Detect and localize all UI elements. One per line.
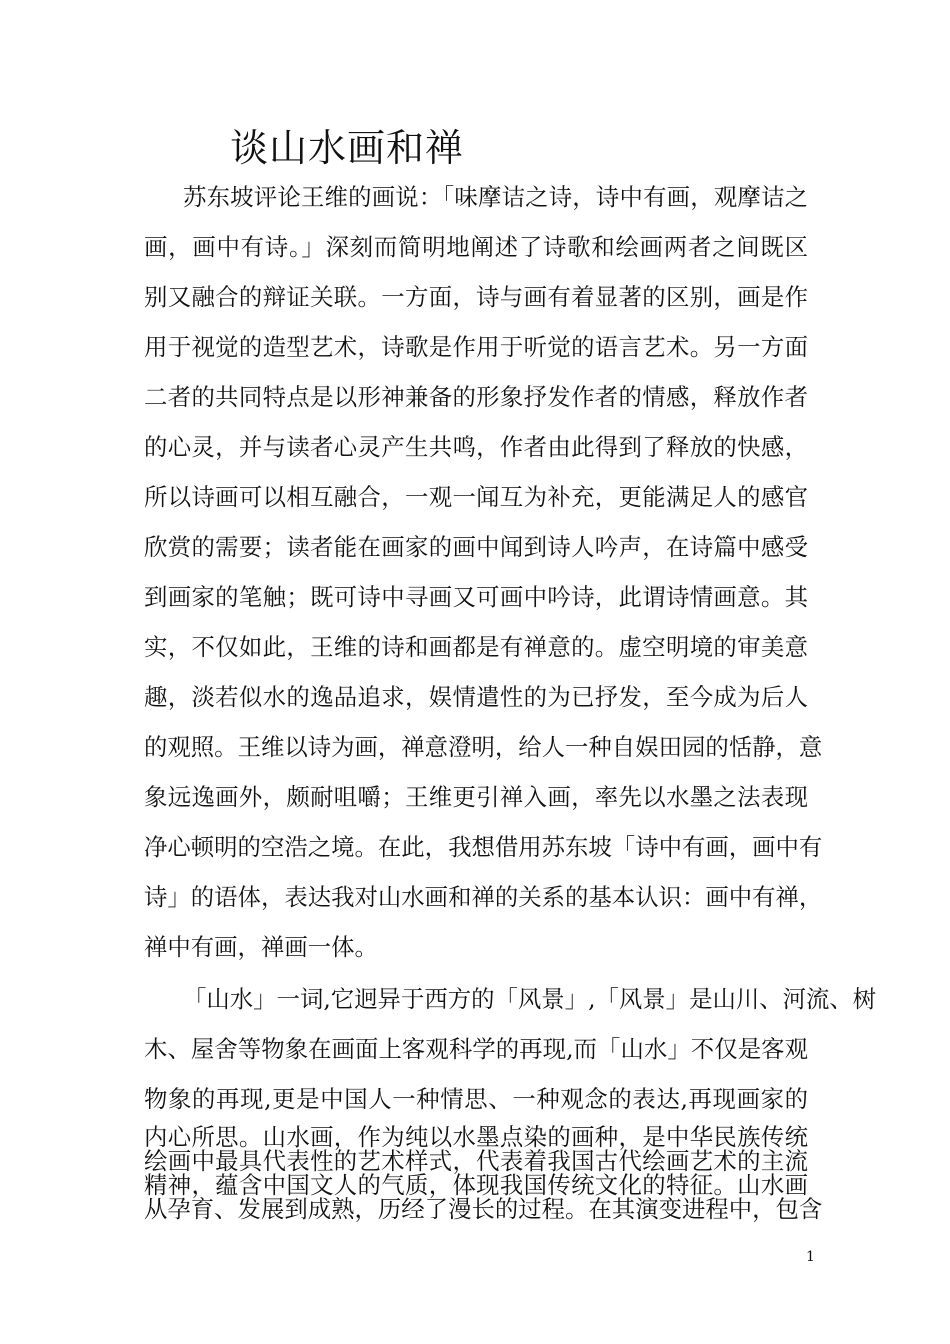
- paragraph-1-line-5: 二者的共同特点是以形神兼备的形象抒发作者的情感，释放作者: [144, 383, 808, 411]
- paragraph-1-line-13: 象远逸画外，颇耐咀嚼；王维更引禅入画，率先以水墨之法表现: [144, 783, 808, 811]
- paragraph-2-line-5: 绘画中最具代表性的艺术样式，代表着我国古代绘画艺术的主流: [144, 1147, 808, 1175]
- paragraph-1-line-15: 诗」的语体，表达我对山水画和禅的关系的基本认识：画中有禅，: [144, 883, 823, 911]
- document-title: 谈山水画和禅: [230, 126, 465, 170]
- paragraph-1-line-4: 用于视觉的造型艺术，诗歌是作用于听觉的语言艺术。另一方面: [144, 333, 808, 361]
- paragraph-1-line-16: 禅中有画，禅画一体。: [144, 933, 378, 961]
- paragraph-2-line-7: 从孕育、发展到成熟，历经了漫长的过程。在其演变进程中，包含: [144, 1195, 823, 1223]
- page-number: 1: [806, 1249, 815, 1265]
- paragraph-1-line-12: 的观照。王维以诗为画，禅意澄明，给人一种自娱田园的恬静，意: [144, 733, 823, 761]
- paragraph-1-line-2: 画，画中有诗。」深刻而简明地阐述了诗歌和绘画两者之间既区: [144, 233, 808, 261]
- paragraph-1-line-9: 到画家的笔触；既可诗中寻画又可画中吟诗，此谓诗情画意。其: [144, 583, 808, 611]
- paragraph-1-line-11: 趣，淡若似水的逸品追求，娱情遣性的为已抒发，至今成为后人: [144, 683, 808, 711]
- paragraph-2-line-4: 内心所思。山水画，作为纯以水墨点染的画种，是中华民族传统: [144, 1123, 808, 1151]
- paragraph-1-line-3: 别又融合的辩证关联。一方面，诗与画有着显著的区别，画是作: [144, 283, 808, 311]
- paragraph-2-line-2: 木、屋舍等物象在画面上客观科学的再现,而「山水」不仅是客观: [144, 1035, 808, 1063]
- paragraph-1-line-6: 的心灵，并与读者心灵产生共鸣，作者由此得到了释放的快感，: [144, 433, 808, 461]
- paragraph-2-line-3: 物象的再现,更是中国人一种情思、一种观念的表达,再现画家的: [144, 1085, 808, 1113]
- paragraph-1-line-14: 净心顿明的空浩之境。在此，我想借用苏东坡「诗中有画，画中有: [144, 833, 823, 861]
- paragraph-1-line-8: 欣赏的需要；读者能在画家的画中闻到诗人吟声，在诗篇中感受: [144, 533, 808, 561]
- paragraph-1-line-1: 苏东坡评论王维的画说：「味摩诘之诗，诗中有画，观摩诘之: [183, 183, 808, 211]
- paragraph-1-line-10: 实，不仅如此，王维的诗和画都是有禅意的。虚空明境的审美意: [144, 633, 808, 661]
- paragraph-2-line-6: 精神，蕴含中国文人的气质，体现我国传统文化的特征。山水画: [144, 1171, 808, 1199]
- paragraph-2-line-1: 「山水」一词,它迥异于西方的「风景」,「风景」是山川、河流、树: [183, 985, 877, 1013]
- paragraph-1-line-7: 所以诗画可以相互融合，一观一闻互为补充，更能满足人的感官: [144, 483, 808, 511]
